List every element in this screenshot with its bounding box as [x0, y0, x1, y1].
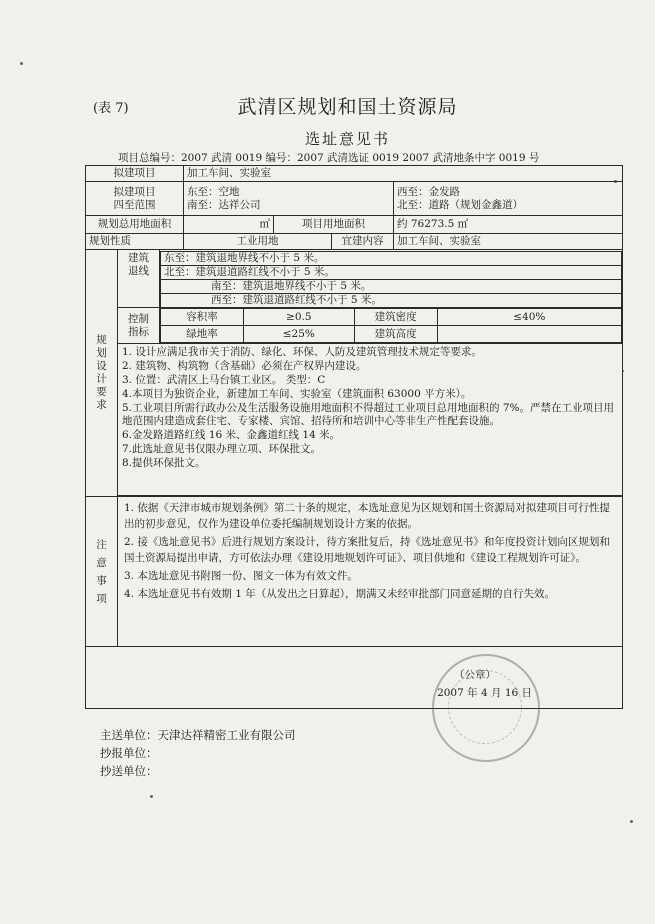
requirement-item: 2. 建筑物、构筑物（含基础）必须在产权界内建设。 [122, 360, 367, 372]
seal-row [86, 647, 623, 709]
area-row [86, 216, 623, 234]
setback-line-south: 南至：建筑退地界线不小于 5 米。 [161, 279, 622, 293]
requirement-item: 3. 位置：武清区上马台镇工业区。 类型：C [122, 374, 326, 386]
density-value: ≤40% [437, 309, 621, 326]
nature-label: 规划性质 [86, 234, 184, 250]
project-area-value: 约 76273.5 ㎡ [394, 216, 623, 234]
note-item: 4. 本选址意见书有效期 1 年（从发出之日算起），期满又未经审批部门同意延期的自行失效。 [124, 588, 555, 600]
note-item: 2. 接《选址意见书》后进行规划方案设计，待方案批复后，持《选址意见书》和年度投资计划向区规划和国土资源局提出申请，方可依法办理《建设用地规划许可证》、项目供地和《建设工程规划许可证》。 [124, 536, 610, 564]
seal-cell [86, 647, 623, 709]
density-label: 建筑密度 [354, 309, 437, 326]
area-unit: ㎡ [259, 218, 271, 230]
requirement-item: 7.此选址意见书仅限办理立项、环保批文。 [122, 443, 322, 455]
setback-line-north: 北至：建筑退道路红线不小于 5 米。 [161, 265, 622, 279]
nature-row [86, 234, 623, 250]
green-label: 绿地率 [161, 326, 244, 343]
green-value: ≤25% [243, 326, 354, 343]
height-label: 建筑高度 [354, 326, 437, 343]
bureau-title: 武清区规划和国土资源局 [237, 96, 458, 118]
project-value: 加工车间、实验室 [184, 166, 623, 182]
notes-list [118, 497, 623, 647]
setback-line-east: 东至：建筑退地界线不小于 5 米。 [161, 251, 622, 265]
control-indicators [160, 308, 623, 344]
seal-text: （公章） [454, 669, 497, 681]
issue-date: 2007 年 4 月 16 日 [437, 687, 533, 699]
suitable-value: 加工车间、实验室 [394, 234, 623, 250]
range-south: 南至：达祥公司 [187, 198, 261, 211]
setback-lines [160, 250, 623, 308]
range-label [86, 182, 184, 216]
control-label: 控制 指标 [118, 308, 160, 344]
requirements-row [86, 344, 623, 496]
scan-speck [150, 795, 153, 798]
control-row [86, 308, 623, 344]
note-item: 1. 依据《天津市城市规划条例》第二十条的规定，本选址意见为区规划和国土资源局对拟建项目可行性提出的初步意见，仅作为建设单位委托编制规划设计方案的依据。 [124, 502, 610, 530]
range-label-1: 拟建项目 [113, 185, 156, 198]
requirement-item: 8.提供环保批文。 [122, 457, 206, 469]
range-west: 西至：金发路 [397, 185, 461, 198]
main-recipient-line [100, 727, 296, 743]
requirement-item: 1. 设计应满足我市关于消防、绿化、环保、人防及建筑管理技术规定等要求。 [122, 346, 482, 358]
scan-speck [630, 820, 633, 823]
far-value: ≥0.5 [243, 309, 354, 326]
copy-recipient-line [100, 763, 158, 779]
main-recipient-label: 主送单位： [100, 728, 158, 742]
suitable-label: 宜建内容 [332, 234, 394, 250]
form-number: (表 7) [93, 101, 129, 116]
project-label: 拟建项目 [86, 166, 184, 182]
note-item: 3. 本选址意见书附图一份、图文一体为有效文件。 [124, 570, 358, 582]
notes-label: 注 意 事 项 [86, 497, 118, 647]
project-row [86, 166, 623, 182]
range-east-south [184, 182, 394, 216]
requirement-item: 4.本项目为独资企业，新建加工车间、实验室（建筑面积 63000 平方米）。 [122, 388, 472, 400]
height-value [437, 326, 621, 343]
range-row [86, 182, 623, 216]
requirements-list [118, 344, 623, 496]
range-north: 北至：道路（规划金鑫道） [397, 198, 524, 211]
opinion-table [85, 165, 623, 709]
copy-recipient-label: 抄送单位： [100, 764, 158, 778]
range-label-2: 四至范围 [113, 198, 156, 211]
main-recipient-value: 天津达祥精密工业有限公司 [157, 728, 296, 742]
notes-row [86, 497, 623, 647]
total-area-value [184, 216, 274, 234]
project-area-label: 项目用地面积 [274, 216, 394, 234]
requirement-item: 5.工业项目所需行政办公及生活服务设施用地面积不得超过工业项目总用地面积的 7%。严禁在工业项目用地范围内建造成套住宅、专家楼、宾馆、招待所和培训中心等非生产性配套设施。 [122, 402, 615, 427]
official-seal-inner [448, 670, 522, 744]
far-label: 容积率 [161, 309, 244, 326]
requirement-item: 6.金发路道路红线 16 米、金鑫道红线 14 米。 [122, 429, 341, 441]
nature-value: 工业用地 [184, 234, 332, 250]
reference-numbers: 项目总编号：2007 武清 0019 编号：2007 武清选证 0019 2007 武清地条中字 0019 号 [118, 152, 540, 164]
range-west-north [394, 182, 623, 216]
report-recipient-line [100, 745, 158, 761]
design-requirements-label: 规 划 设 计 要 求 [86, 250, 118, 497]
total-area-label: 规划总用地面积 [86, 216, 184, 234]
report-recipient-label: 抄报单位： [100, 746, 158, 760]
setback-row [86, 250, 623, 308]
setback-line-west: 西至：建筑退道路红线不小于 5 米。 [161, 293, 622, 307]
document-title: 选址意见书 [304, 130, 390, 148]
range-east: 东至：空地 [187, 185, 240, 198]
scan-speck [20, 62, 23, 65]
setback-label: 建筑 退线 [118, 250, 160, 308]
